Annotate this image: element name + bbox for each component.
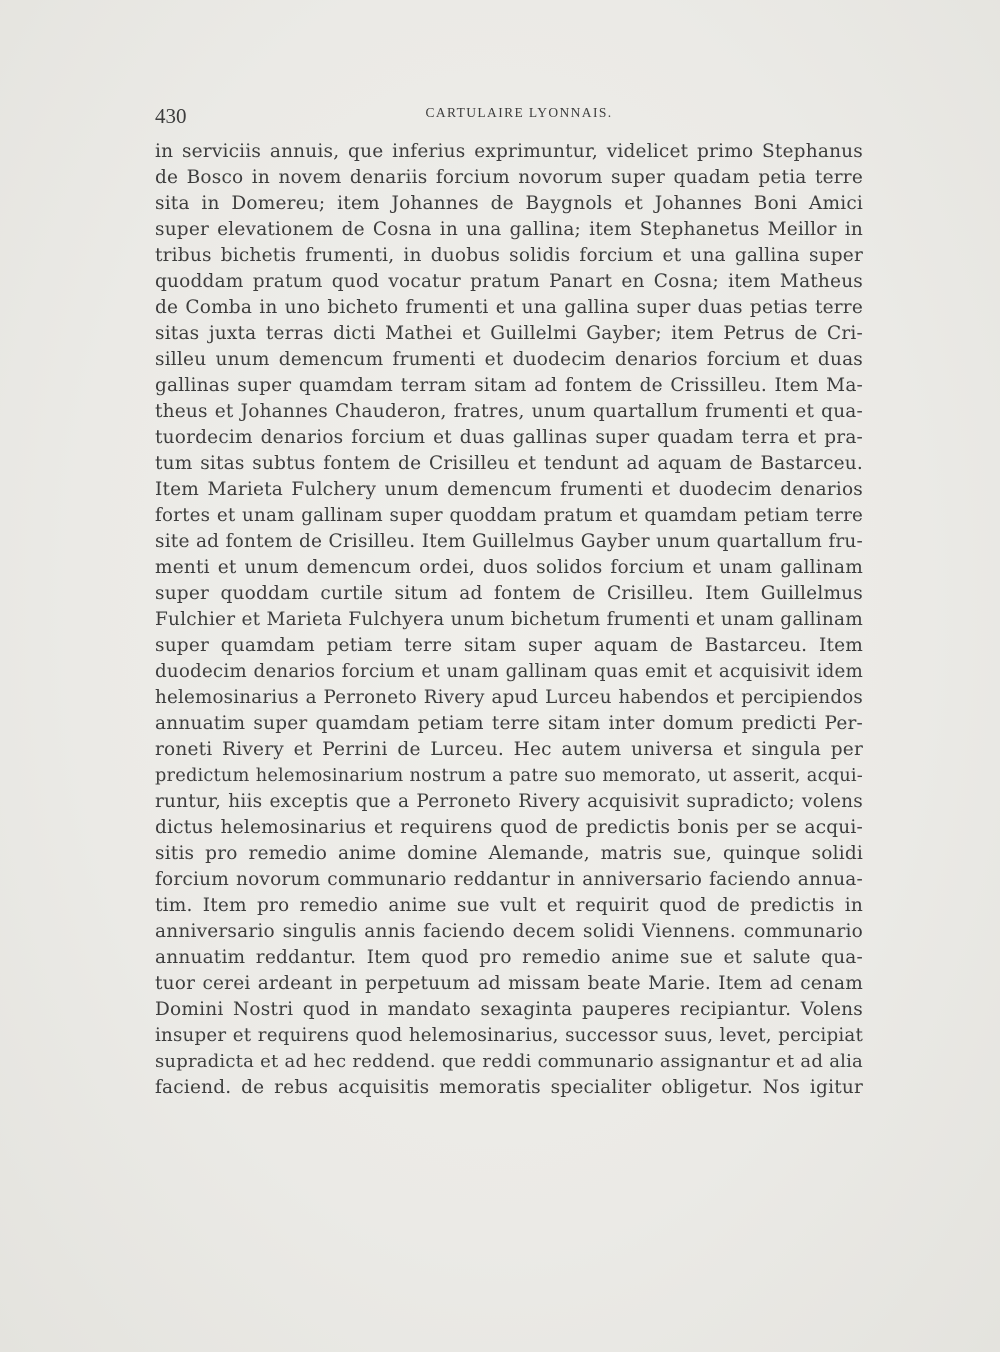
text-line: fortes et unam gallinam super quoddam pratum et quamdam petiam terre <box>155 505 863 526</box>
text-line: dictus helemosinarius et requirens quod de predictis bonis per se acqui- <box>155 817 863 838</box>
text-line: duodecim denarios forcium et unam gallinam quas emit et acquisivit idem <box>155 661 863 682</box>
text-line: forcium novorum communario reddantur in anniversario faciendo annua- <box>155 869 863 890</box>
text-line: predictum helemosinarium nostrum a patre suo memorato, ut asserit, acqui- <box>155 766 863 786</box>
text-line: supradicta et ad hec reddend. que reddi communario assignantur et ad alia <box>155 1051 863 1072</box>
text-line: sitas juxta terras dicti Mathei et Guillelmi Gayber; item Petrus de Cri- <box>155 323 863 344</box>
page-number: 430 <box>155 104 187 128</box>
text-line: tribus bichetis frumenti, in duobus solidis forcium et una gallina super <box>155 245 863 266</box>
text-line: annuatim reddantur. Item quod pro remedio anime sue et salute qua- <box>155 947 863 968</box>
text-line: faciend. de rebus acquisitis memoratis specialiter obligetur. Nos igitur <box>155 1077 863 1098</box>
text-line: Fulchier et Marieta Fulchyera unum bichetum frumenti et unam gallinam <box>155 609 863 630</box>
text-line: de Bosco in novem denariis forcium novorum super quadam petia terre <box>155 167 863 188</box>
text-line: tim. Item pro remedio anime sue vult et requirit quod de predictis in <box>155 895 863 916</box>
text-line: annuatim super quamdam petiam terre sitam inter domum predicti Per- <box>155 713 863 734</box>
text-line: in serviciis annuis, que inferius exprimuntur, videlicet primo Stephanus <box>155 141 863 162</box>
text-line: Domini Nostri quod in mandato sexaginta pauperes recipiantur. Volens <box>155 999 863 1020</box>
text-line: Item Marieta Fulchery unum demencum frumenti et duodecim denarios <box>155 479 863 500</box>
text-line: sita in Domereu; item Johannes de Baygnols et Johannes Boni Amici <box>155 193 863 214</box>
body-text <box>155 139 863 1101</box>
running-title: CARTULAIRE LYONNAIS. <box>425 105 613 120</box>
text-line: de Comba in uno bicheto frumenti et una gallina super duas petias terre <box>155 297 863 318</box>
text-line: anniversario singulis annis faciendo decem solidi Viennens. communario <box>155 921 863 942</box>
running-head <box>155 100 863 130</box>
text-line: site ad fontem de Crisilleu. Item Guillelmus Gayber unum quartallum fru- <box>155 531 863 552</box>
text-line: tuor cerei ardeant in perpetuum ad missam beate Marie. Item ad cenam <box>155 973 863 994</box>
text-line: helemosinarius a Perroneto Rivery apud Lurceu habendos et percipiendos <box>155 687 863 708</box>
text-line: super elevationem de Cosna in una gallina; item Stephanetus Meillor in <box>155 219 863 240</box>
text-line: super quamdam petiam terre sitam super aquam de Bastarceu. Item <box>155 635 863 656</box>
text-line: tum sitas subtus fontem de Crisilleu et tendunt ad aquam de Bastarceu. <box>155 453 863 474</box>
text-line: roneti Rivery et Perrini de Lurceu. Hec autem universa et singula per <box>155 739 863 760</box>
text-line: super quoddam curtile situm ad fontem de Crisilleu. Item Guillelmus <box>155 583 863 604</box>
text-line: runtur, hiis exceptis que a Perroneto Rivery acquisivit supradicto; volens <box>155 791 863 812</box>
text-line: theus et Johannes Chauderon, fratres, unum quartallum frumenti et qua- <box>155 401 863 422</box>
text-line: sitis pro remedio anime domine Alemande, matris sue, quinque solidi <box>155 843 863 864</box>
text-line: insuper et requirens quod helemosinarius, successor suus, levet, percipiat <box>155 1025 863 1046</box>
text-line: quoddam pratum quod vocatur pratum Panart en Cosna; item Matheus <box>155 271 863 292</box>
text-line: menti et unum demencum ordei, duos solidos forcium et unam gallinam <box>155 557 863 578</box>
text-line: gallinas super quamdam terram sitam ad fontem de Crissilleu. Item Ma- <box>155 375 863 396</box>
text-line: tuordecim denarios forcium et duas gallinas super quadam terra et pra- <box>155 427 863 448</box>
text-line: silleu unum demencum frumenti et duodecim denarios forcium et duas <box>155 349 863 370</box>
